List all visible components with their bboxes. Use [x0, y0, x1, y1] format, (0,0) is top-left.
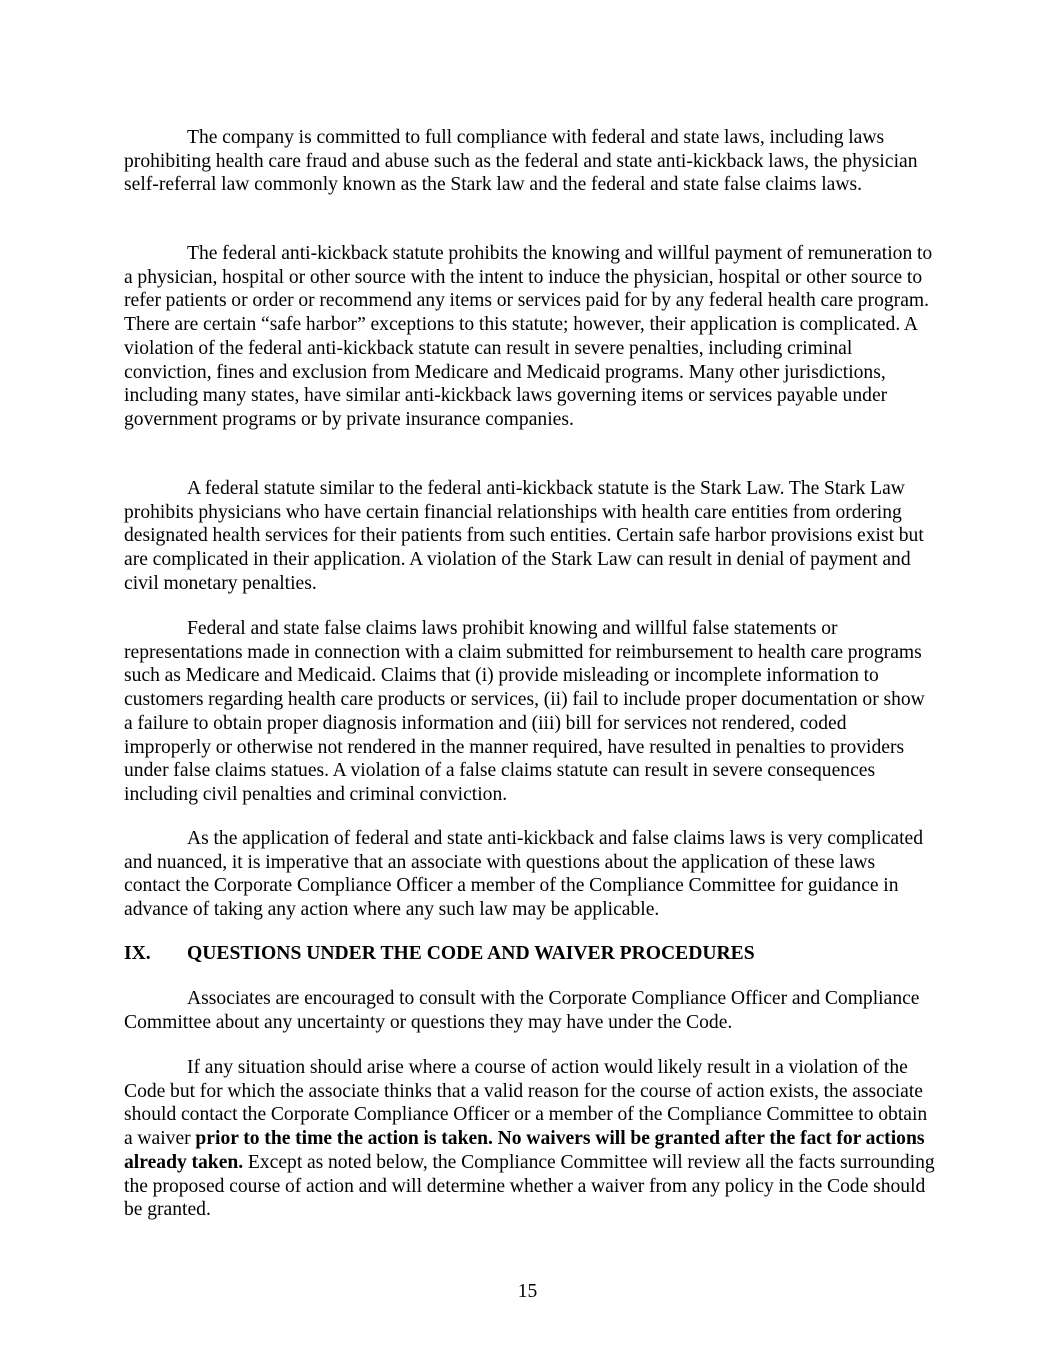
waiver-text-after: Except as noted below, the Compliance Committee will review all the facts surrounding the proposed course of action and will determine whether a waiver from any policy in the Code should be granted.: [124, 1151, 935, 1221]
section-title: QUESTIONS UNDER THE CODE AND WAIVER PROCEDURES: [187, 943, 755, 964]
paragraph-anti-kickback-statute: The federal anti-kickback statute prohibits the knowing and willful payment of remuneration to a physician, hospital or other source with the intent to induce the physician, hospital or other source to refer patients or order or recommend any items or services paid for by any federal health care program. There are certain “safe harbor” exceptions to this statute; however, their application is complicated. A violation of the federal anti-kickback statute can result in severe penalties, including criminal conviction, fines and exclusion from Medicare and Medicaid programs. Many other jurisdictions, including many states, have similar anti-kickback laws governing items or services payable under government programs or by private insurance companies.: [124, 243, 933, 430]
section-number: IX.: [124, 943, 151, 964]
page-number: 15: [517, 1281, 538, 1302]
section-heading: [124, 942, 755, 966]
paragraph-stark-law: A federal statute similar to the federal anti-kickback statute is the Stark Law. The Stark Law prohibits physicians who have certain financial relationships with health care entities from ordering designated health services for their patients from such entities. Certain safe harbor provisions exist but are complicated in their application. A violation of the Stark Law can result in denial of payment and civil monetary penalties.: [124, 478, 924, 594]
paragraph-application-guidance: As the application of federal and state anti-kickback and false claims laws is very complicated and nuanced, it is imperative that an associate with questions about the application of these laws contact the Corporate Compliance Officer a member of the Compliance Committee for guidance in advance of taking any action where any such law may be applicable.: [124, 828, 924, 921]
paragraph-consult-officer: Associates are encouraged to consult with the Corporate Compliance Officer and Compliance Committee about any uncertainty or questions they may have under the Code.: [124, 988, 920, 1033]
paragraph-false-claims-laws: Federal and state false claims laws prohibit knowing and willful false statements or representations made in connection with a claim submitted for reimbursement to health care programs such as Medicare and Medicaid. Claims that (i) provide misleading or incomplete information to customers regarding health care products or services, (ii) fail to include proper documentation or show a failure to obtain proper diagnosis information and (iii) bill for services not rendered, coded improperly or otherwise not rendered in the manner required, have resulted in penalties to providers under false claims statues. A violation of a false claims statute can result in severe consequences including civil penalties and criminal conviction.: [124, 618, 925, 805]
paragraph-waiver-procedure: [124, 1056, 936, 1222]
waiver-text-bold: prior to the time the action is taken. No waivers will be granted after the fact for actions already taken.: [124, 1128, 925, 1173]
paragraph-compliance-commitment: The company is committed to full compliance with federal and state laws, including laws prohibiting health care fraud and abuse such as the federal and state anti-kickback laws, the physician self-referral law commonly known as the Stark law and the federal and state false claims laws.: [124, 127, 918, 196]
waiver-text-before: If any situation should arise where a course of action would likely result in a violation of the Code but for which the associate thinks that a valid reason for the course of action exists, the associate should contact the Corporate Compliance Officer or a member of the Compliance Committee to obtain a waiver: [124, 1057, 928, 1150]
